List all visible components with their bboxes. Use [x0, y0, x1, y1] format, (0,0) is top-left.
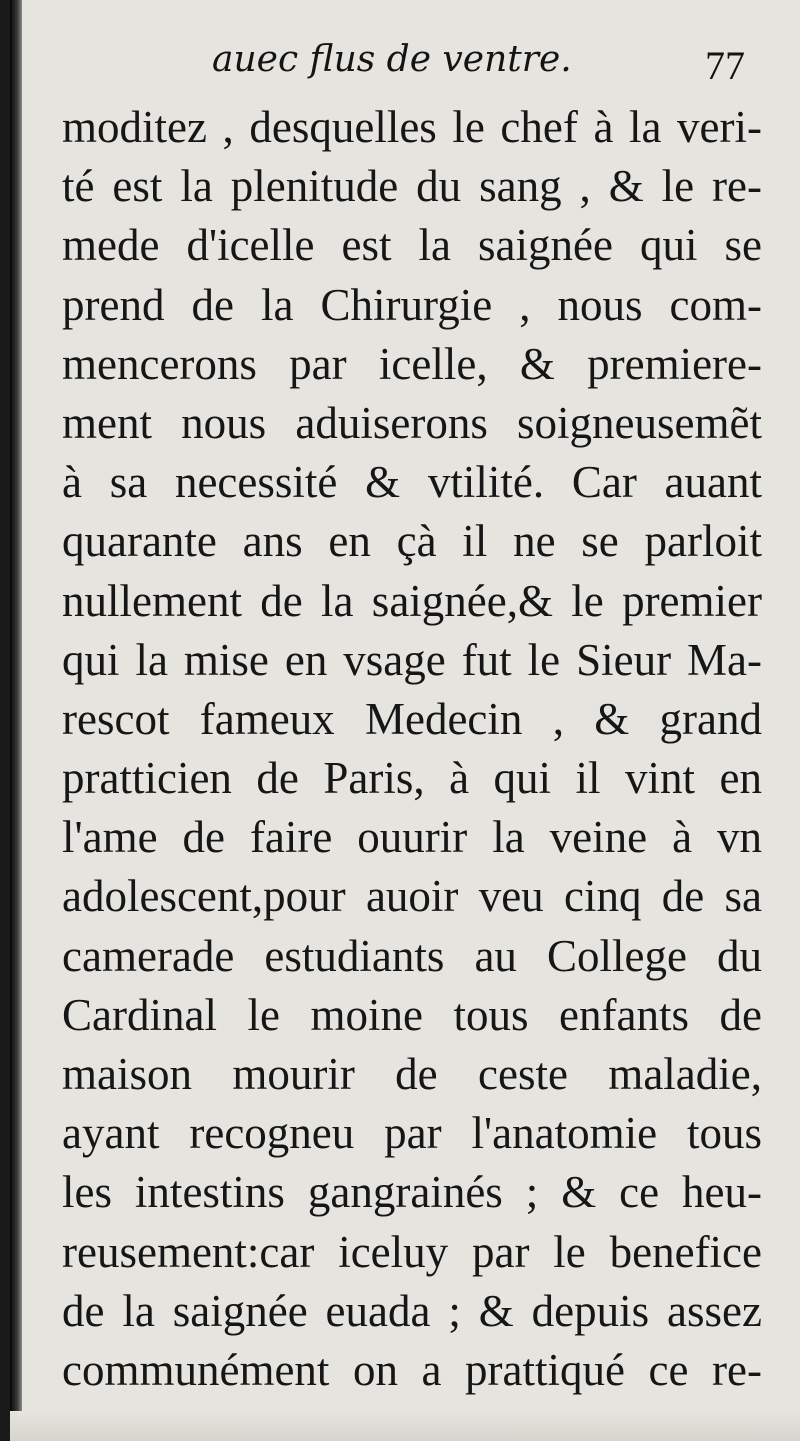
page-number: 77	[705, 43, 745, 88]
text-line: camerade estudiants au College du	[62, 930, 762, 981]
text-line: nullement de la saignée,& le premier	[62, 575, 762, 626]
text-line: mede d'icelle est la saignée qui se	[62, 220, 762, 271]
text-line: communément on a prattiqué ce re-	[62, 1344, 762, 1395]
text-line: té est la plenitude du sang , & le re-	[62, 161, 762, 212]
text-line: de la saignée euada ; & depuis assez	[62, 1285, 762, 1336]
text-line: moditez , desquelles le chef à la veri-	[62, 102, 762, 152]
text-line: rescot fameux Medecin , & grand	[62, 693, 762, 744]
text-line: l'ame de faire ouurir la veine à vn	[62, 812, 762, 863]
text-line: prend de la Chirurgie , nous com-	[62, 279, 762, 330]
text-line: à sa necessité & vtilité. Car auant	[62, 457, 762, 508]
text-line: adolescent,pour auoir veu cinq de sa	[62, 871, 762, 922]
text-line: maison mourir de ceste maladie,	[62, 1049, 762, 1099]
page-bottom-edge	[10, 1411, 800, 1441]
text-line: reusement:car iceluy par le benefice	[62, 1226, 762, 1277]
binding-shadow	[10, 0, 22, 1441]
text-line: les intestins gangrainés ; & ce heu-	[62, 1167, 762, 1218]
text-line: ment nous aduiserons soigneusemẽt	[62, 397, 762, 448]
text-line: ayant recogneu par l'anatomie tous	[62, 1108, 762, 1159]
text-line: mencerons par icelle, & premiere-	[62, 338, 762, 389]
running-head: auec flus de ventre.	[212, 39, 572, 80]
text-line: quarante ans en çà il ne se parloit	[62, 516, 762, 567]
text-line: qui la mise en vsage fut le Sieur Ma-	[62, 634, 762, 685]
text-line: Cardinal le moine tous enfants de	[62, 989, 762, 1040]
text-line: pratticien de Paris, à qui il vint en	[62, 753, 762, 804]
book-page	[10, 0, 800, 1441]
body-text	[62, 98, 762, 1441]
